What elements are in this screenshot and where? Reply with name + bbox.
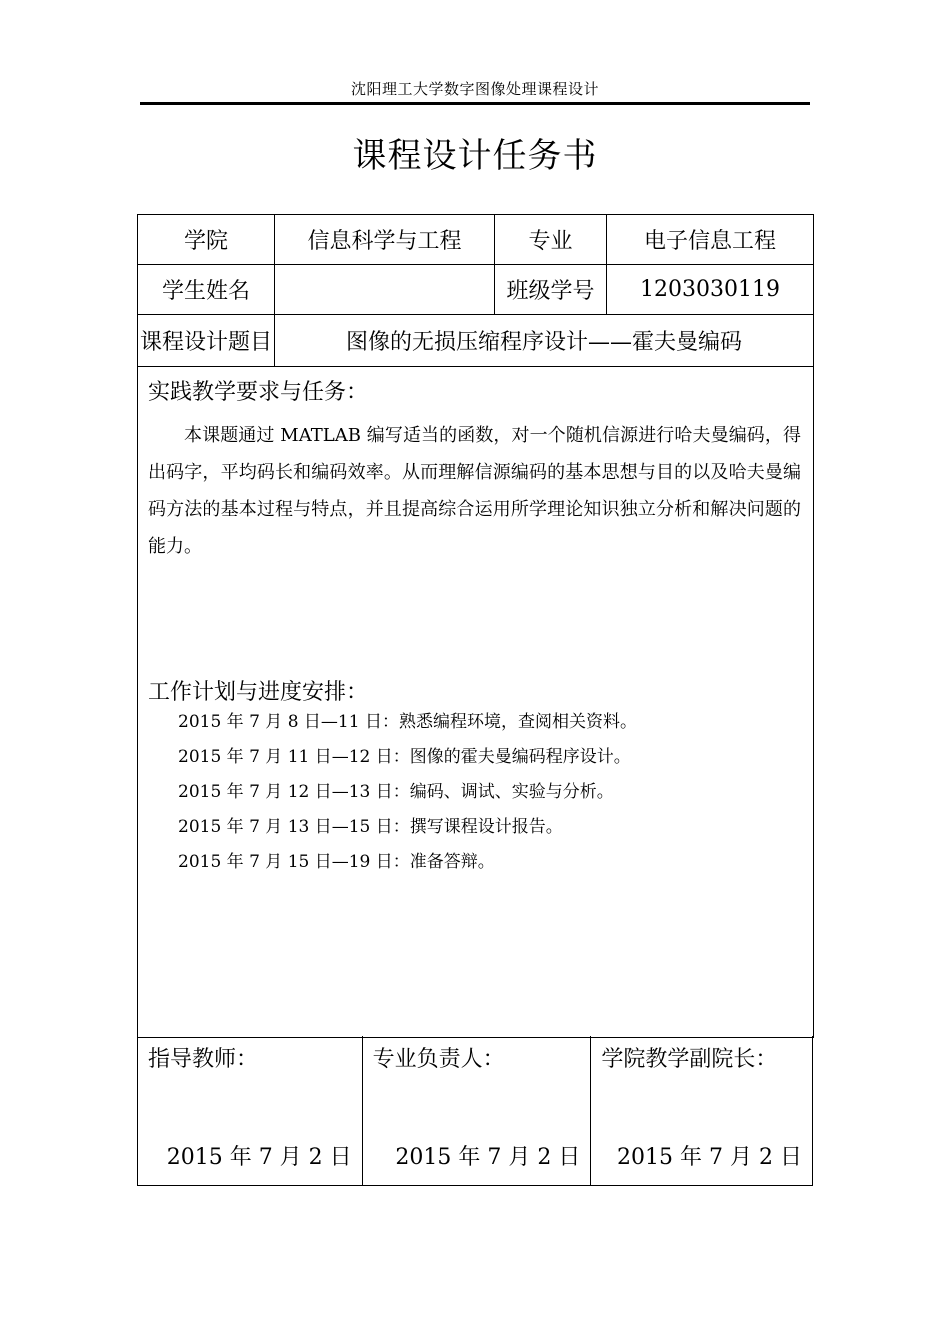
college-value: 信息科学与工程 xyxy=(275,215,495,265)
table-row xyxy=(138,367,814,1038)
major-value: 电子信息工程 xyxy=(607,215,814,265)
vice-dean-label: 学院教学副院长： xyxy=(601,1047,778,1072)
class-id-value: 1203030119 xyxy=(607,265,814,315)
advisor-label: 指导教师： xyxy=(148,1047,259,1072)
table-row xyxy=(138,315,814,367)
signature-row xyxy=(137,1036,813,1186)
requirements-text: 本课题通过 MATLAB 编写适当的函数，对一个随机信源进行哈夫曼编码，得出码字，平均码长和编码效率。从而理解信源编码的基本思想与目的以及哈夫曼编码方法的基本过程与特点，并且提高综合运用所学理论知识独立分析和解决问题的能力。 xyxy=(148,425,801,557)
requirements-heading: 实践教学要求与任务： xyxy=(148,380,369,405)
list-item: 2015 年 7 月 15 日—19 日：准备答辩。 xyxy=(178,852,495,872)
list-item: 2015 年 7 月 13 日—15 日：撰写课程设计报告。 xyxy=(178,817,563,837)
major-head-signature-cell xyxy=(363,1036,592,1185)
plan-heading: 工作计划与进度安排： xyxy=(148,680,369,705)
major-head-label: 专业负责人： xyxy=(372,1047,505,1072)
requirements-and-plan-cell xyxy=(138,367,814,1038)
running-header: 沈阳理工大学数字图像处理课程设计 xyxy=(350,80,599,98)
table-row xyxy=(138,265,814,315)
topic-value: 图像的无损压缩程序设计——霍夫曼编码 xyxy=(275,315,814,367)
class-id-label: 班级学号 xyxy=(495,265,607,315)
page-title: 课程设计任务书 xyxy=(352,136,598,176)
vice-dean-date: 2015 年 7 月 2 日 xyxy=(617,1145,802,1170)
college-label: 学院 xyxy=(138,215,275,265)
plan-list xyxy=(178,705,637,880)
task-form-table xyxy=(137,214,814,1038)
vice-dean-signature-cell xyxy=(591,1036,813,1185)
table-row xyxy=(138,215,814,265)
list-item: 2015 年 7 月 8 日—11 日：熟悉编程环境，查阅相关资料。 xyxy=(178,712,637,732)
major-head-date: 2015 年 7 月 2 日 xyxy=(395,1145,581,1170)
advisor-signature-cell xyxy=(138,1036,363,1185)
header-rule xyxy=(140,102,810,105)
topic-label: 课程设计题目 xyxy=(138,315,275,367)
list-item: 2015 年 7 月 11 日—12 日：图像的霍夫曼编码程序设计。 xyxy=(178,747,631,767)
list-item: 2015 年 7 月 12 日—13 日：编码、调试、实验与分析。 xyxy=(178,782,614,802)
major-label: 专业 xyxy=(495,215,607,265)
advisor-date: 2015 年 7 月 2 日 xyxy=(166,1145,352,1170)
student-name-label: 学生姓名 xyxy=(138,265,275,315)
student-name-value xyxy=(275,265,495,315)
